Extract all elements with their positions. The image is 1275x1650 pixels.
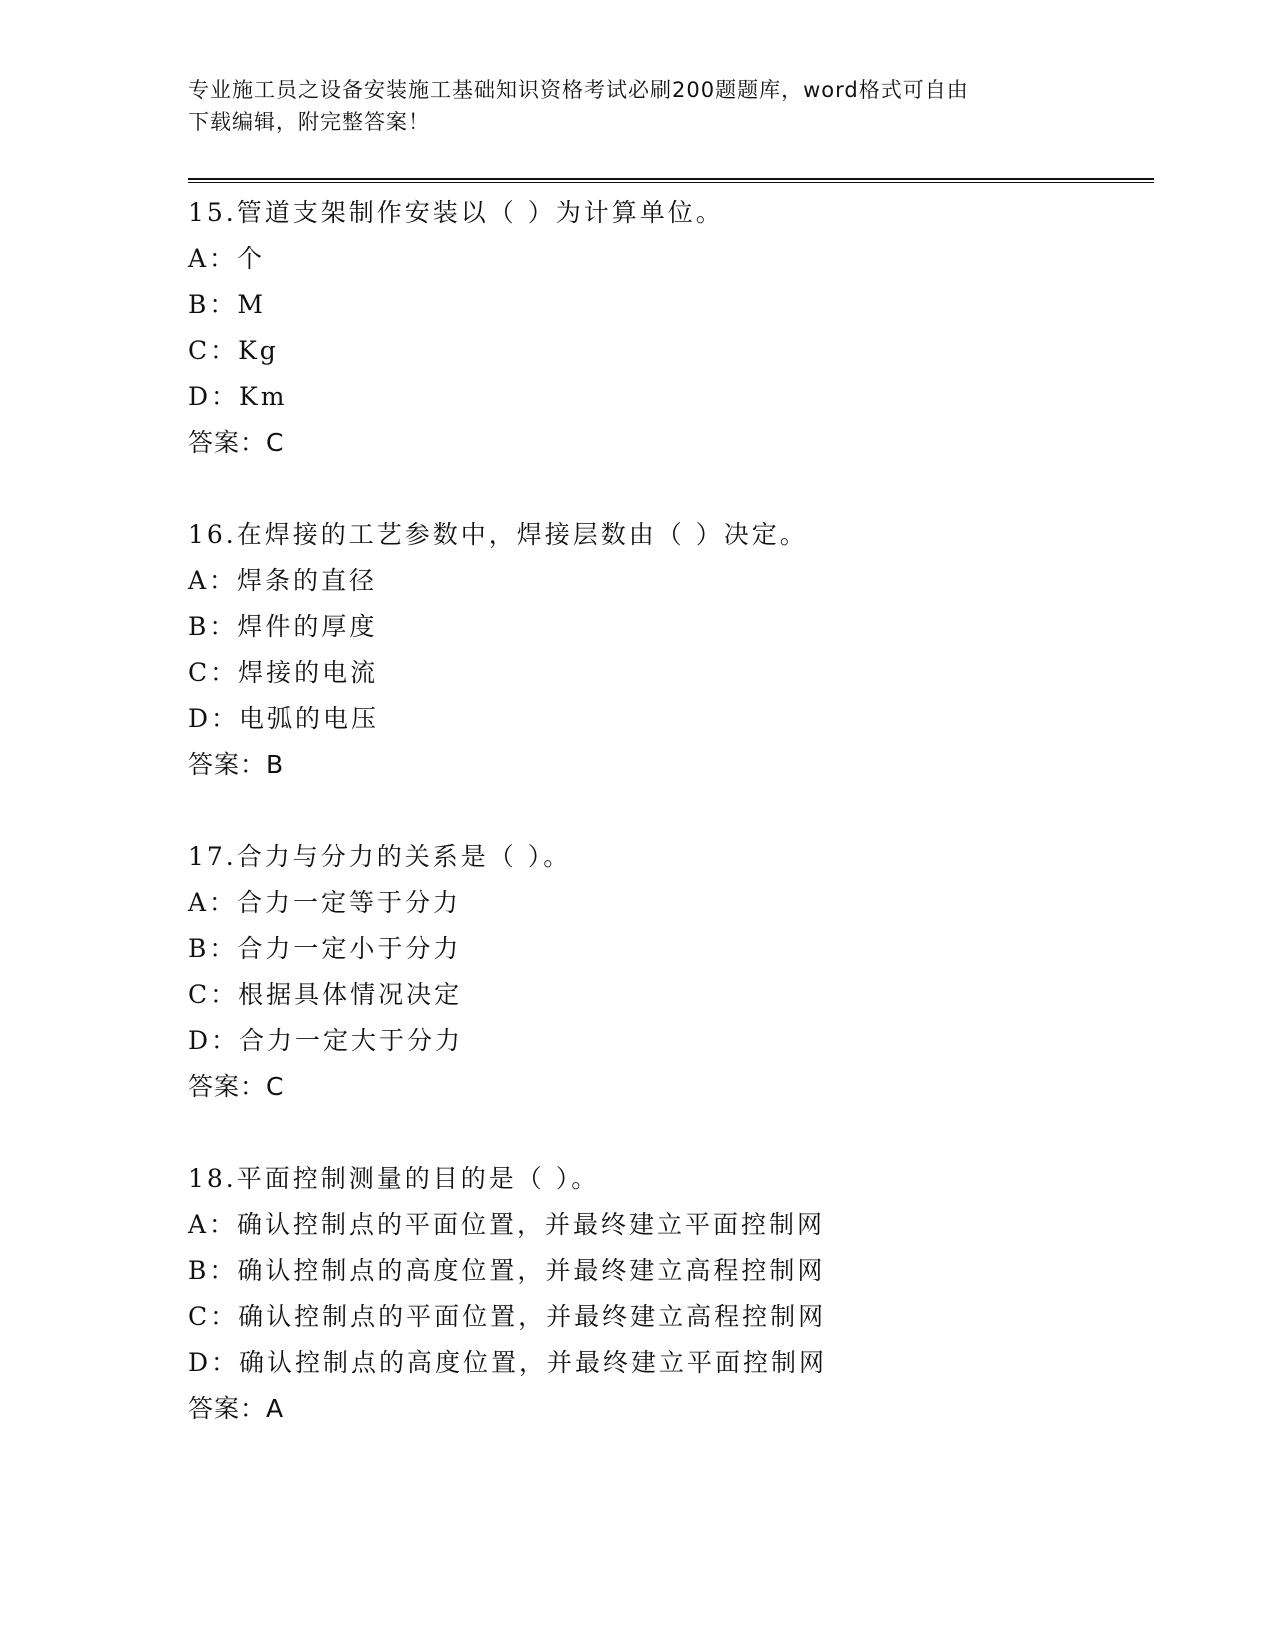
option-d: D：合力一定大于分力 xyxy=(188,1026,464,1055)
question-16 xyxy=(188,512,1148,788)
option-a: A：个 xyxy=(188,244,266,273)
answer: 答案：C xyxy=(188,1072,285,1101)
option-b: B：M xyxy=(188,290,266,319)
header-line-1: 专业施工员之设备安装施工基础知识资格考试必刷200题题库，word格式可自由 xyxy=(188,78,969,102)
header-divider xyxy=(188,178,1154,183)
question-15 xyxy=(188,190,1148,466)
question-stem: 18.平面控制测量的目的是（ ）。 xyxy=(188,1164,600,1193)
option-a: A：合力一定等于分力 xyxy=(188,888,462,917)
document-header xyxy=(188,74,1088,138)
option-b: B：焊件的厚度 xyxy=(188,612,378,641)
option-d: D：确认控制点的高度位置，并最终建立平面控制网 xyxy=(188,1348,828,1377)
header-line-2: 下载编辑，附完整答案！ xyxy=(188,110,430,134)
question-stem: 16.在焊接的工艺参数中，焊接层数由（ ）决定。 xyxy=(188,520,808,549)
answer: 答案：C xyxy=(188,428,285,457)
option-c: C：焊接的电流 xyxy=(188,658,379,687)
answer: 答案：B xyxy=(188,750,285,779)
option-c: C：确认控制点的平面位置，并最终建立高程控制网 xyxy=(188,1302,827,1331)
option-c: C：根据具体情况决定 xyxy=(188,980,463,1009)
question-list xyxy=(188,190,1148,1478)
option-a: A：焊条的直径 xyxy=(188,566,378,595)
option-b: B：确认控制点的高度位置，并最终建立高程控制网 xyxy=(188,1256,826,1285)
answer: 答案：A xyxy=(188,1394,285,1423)
question-17 xyxy=(188,834,1148,1110)
option-b: B：合力一定小于分力 xyxy=(188,934,462,963)
option-d: D：电弧的电压 xyxy=(188,704,380,733)
option-a: A：确认控制点的平面位置，并最终建立平面控制网 xyxy=(188,1210,826,1239)
option-c: C：Kg xyxy=(188,336,279,365)
question-stem: 15.管道支架制作安装以（ ）为计算单位。 xyxy=(188,198,724,227)
question-18 xyxy=(188,1156,1148,1432)
option-d: D：Km xyxy=(188,382,288,411)
question-stem: 17.合力与分力的关系是（ ）。 xyxy=(188,842,572,871)
